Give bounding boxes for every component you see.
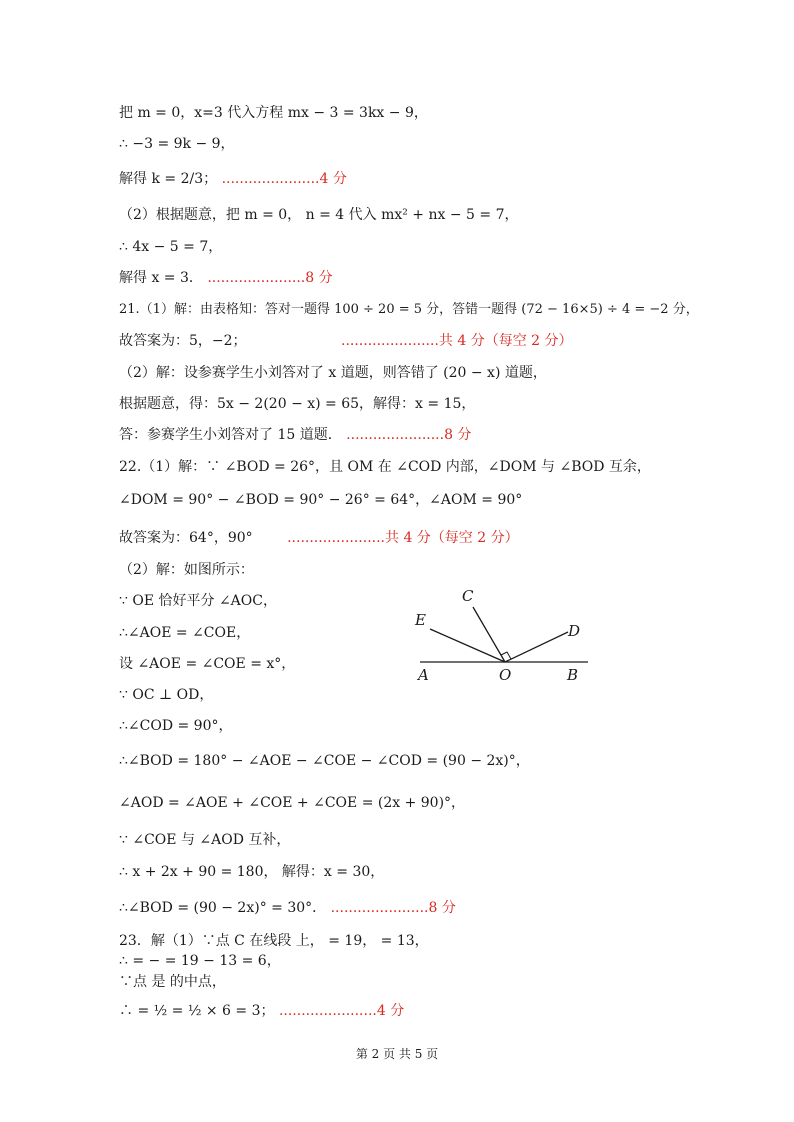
line-23: ∵ ∠COE 与 ∠AOD 互补， [119, 832, 291, 848]
line-19: ∵ OC ⊥ OD， [119, 687, 214, 703]
line-6: 解得 x = 3． ......................8 分 [119, 270, 333, 286]
line-15: （2）解：如图所示： [119, 562, 254, 578]
line-4: （2）根据题意，把 m = 0， n = 4 代入 mx² + nx − 5 = 7， [119, 207, 519, 223]
page-footer: 第 2 页 共 5 页 [355, 1047, 439, 1061]
line-16: ∵ OE 恰好平分 ∠AOC， [119, 593, 277, 609]
line-3: 解得 k = 2/3； ......................4 分 [119, 171, 347, 187]
line-27: ∴ = − = 19 − 13 = 6， [119, 953, 281, 969]
line-24: ∴ x + 2x + 90 = 180， 解得：x = 30， [119, 864, 385, 880]
label-c: C [462, 587, 474, 605]
line-21: ∴∠BOD = 180° − ∠AOE − ∠COE − ∠COD = (90 − 2x)°， [119, 753, 530, 769]
line-10: 根据题意，得：5x − 2(20 − x) = 65，解得：x = 15， [119, 396, 476, 412]
label-e: E [415, 611, 426, 629]
line-18: 设 ∠AOE = ∠COE = x°， [119, 656, 296, 672]
line-14: 故答案为：64°，90° ......................共 4 分（每空 2 分） [119, 530, 519, 546]
line-5: ∴ 4x − 5 = 7， [119, 239, 223, 255]
line-17: ∴∠AOE = ∠COE， [119, 625, 251, 641]
label-b: B [567, 666, 579, 684]
line-9: （2）解：设参赛学生小刘答对了 x 道题，则答错了 (20 − x) 道题， [119, 365, 547, 381]
label-a: A [418, 666, 429, 684]
ray-oe [430, 629, 505, 662]
ray-od [505, 632, 568, 662]
line-13: ∠DOM = 90° − ∠BOD = 90° − 26° = 64°，∠AOM = 90° [119, 492, 523, 508]
line-11: 答：参赛学生小刘答对了 15 道题． ......................8 分 [119, 427, 472, 443]
label-d: D [568, 622, 581, 640]
line-20: ∴∠COD = 90°， [119, 718, 233, 734]
angle-figure [410, 585, 595, 685]
line-1: 把 m = 0，x=3 代入方程 mx − 3 = 3kx − 9， [119, 105, 428, 121]
line-8: 故答案为：5，−2； ......................共 4 分（每空 2 分） [119, 333, 573, 349]
line-28: ∵点 是 的中点， [119, 974, 226, 990]
line-29: ∴ = ½ = ½ × 6 = 3； ......................4 分 [119, 1003, 405, 1019]
line-22: ∠AOD = ∠AOE + ∠COE + ∠COE = (2x + 90)°， [119, 795, 466, 811]
line-7: 21.（1）解：由表格知：答对一题得 100 ÷ 20 = 5 分，答错一题得 (72 − 16×5) ÷ 4 = −2 分， [119, 302, 699, 317]
line-25: ∴∠BOD = (90 − 2x)° = 30°． ......................8 分 [119, 900, 456, 916]
ray-oc [473, 607, 505, 662]
line-2: ∴ −3 = 9k − 9， [119, 136, 235, 152]
label-o: O [499, 666, 512, 684]
line-26: 23．解（1）∵点 C 在线段 上， = 19， = 13， [119, 933, 429, 949]
line-12: 22.（1）解：∵ ∠BOD = 26°，且 OM 在 ∠COD 内部，∠DOM 与 ∠BOD 互余， [119, 459, 651, 475]
